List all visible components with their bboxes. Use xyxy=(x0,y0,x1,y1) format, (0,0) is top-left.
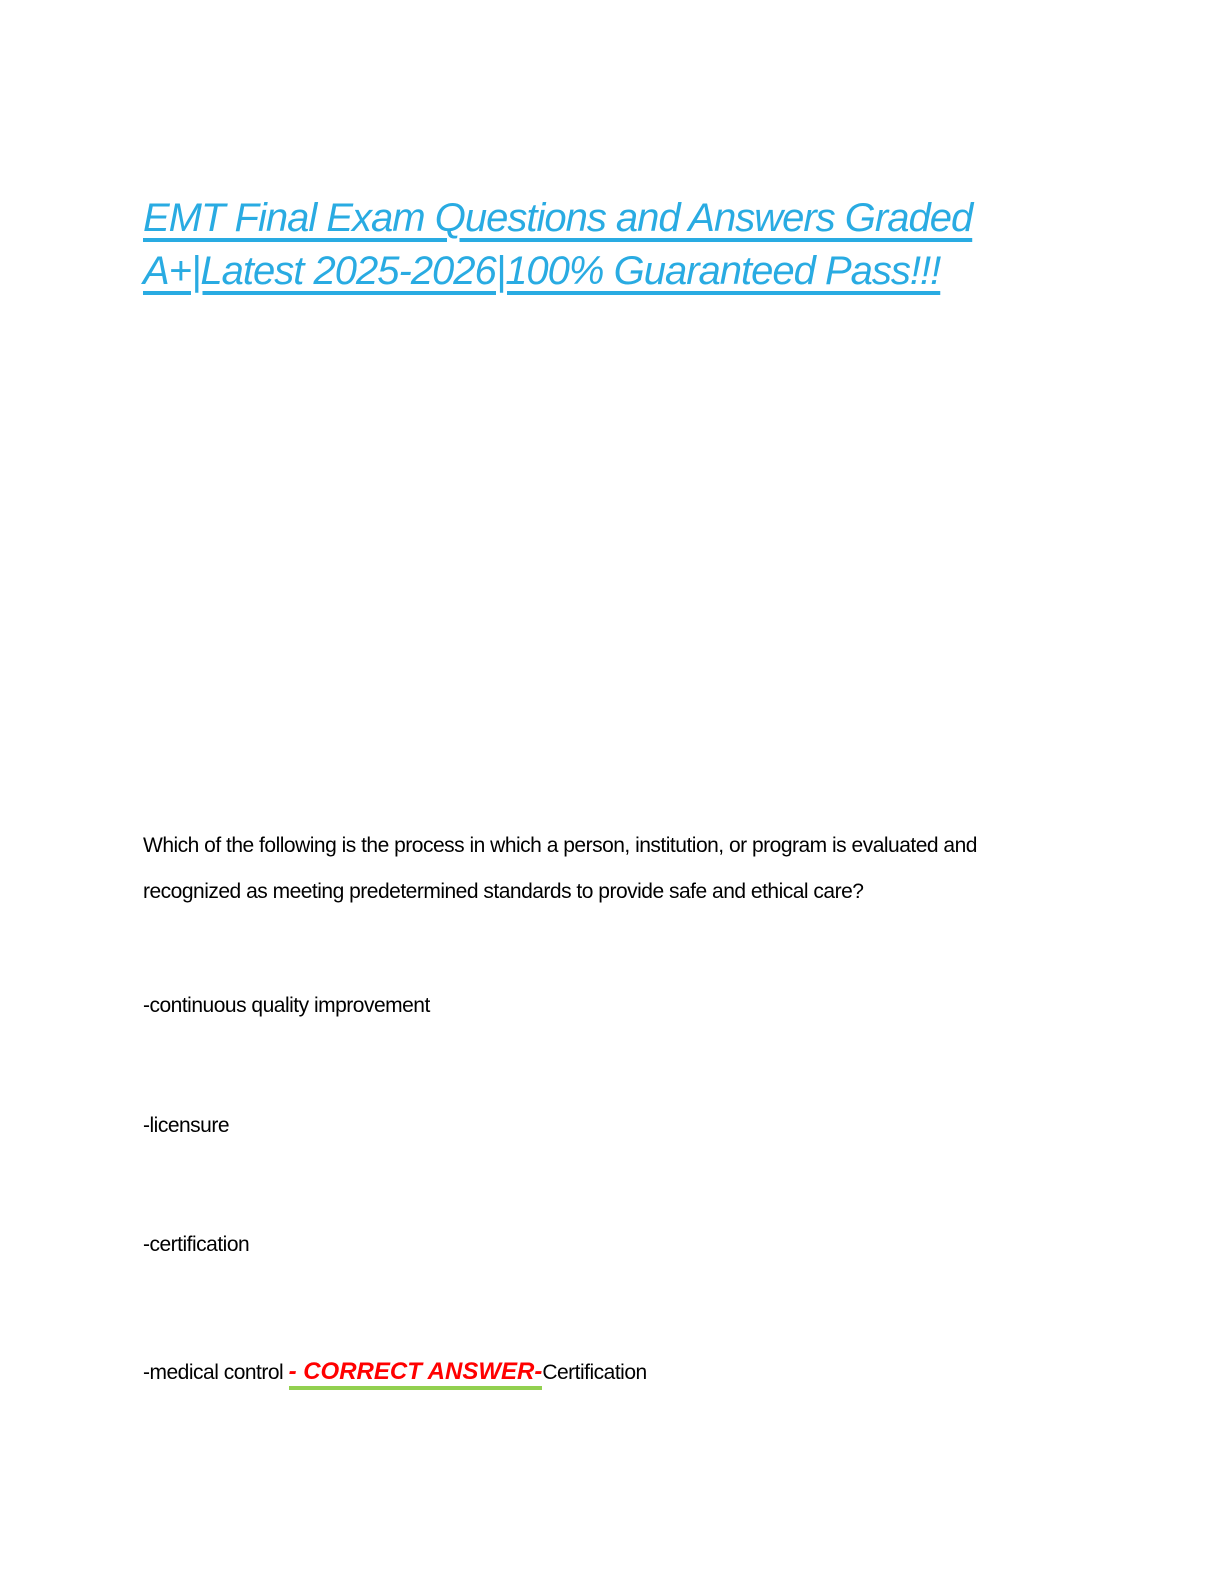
answer-option-licensure: -licensure xyxy=(143,1114,230,1137)
answer-line xyxy=(143,1349,647,1396)
answer-option-certification: -certification xyxy=(143,1233,250,1256)
question-line-1: Which of the following is the process in which a person, institution, or program is evaluated and xyxy=(143,834,977,857)
question-line-2: recognized as meeting predetermined standards to provide safe and ethical care? xyxy=(143,880,864,903)
title-line-1 xyxy=(143,192,972,245)
answer-option-continuous-quality-improvement: -continuous quality improvement xyxy=(143,994,430,1017)
title-line-2 xyxy=(143,245,972,298)
correct-answer-marker: - CORRECT ANSWER- xyxy=(289,1358,543,1390)
question-text xyxy=(143,823,977,915)
title-line-1-text: EMT Final Exam Questions and Answers Graded xyxy=(143,196,973,240)
correct-answer-text: Certification xyxy=(542,1361,647,1384)
answer-option-medical-control: -medical control xyxy=(143,1361,289,1384)
title-line-2-text: A+|Latest 2025-2026|100% Guaranteed Pass!!! xyxy=(143,249,941,293)
page-title xyxy=(143,192,972,298)
